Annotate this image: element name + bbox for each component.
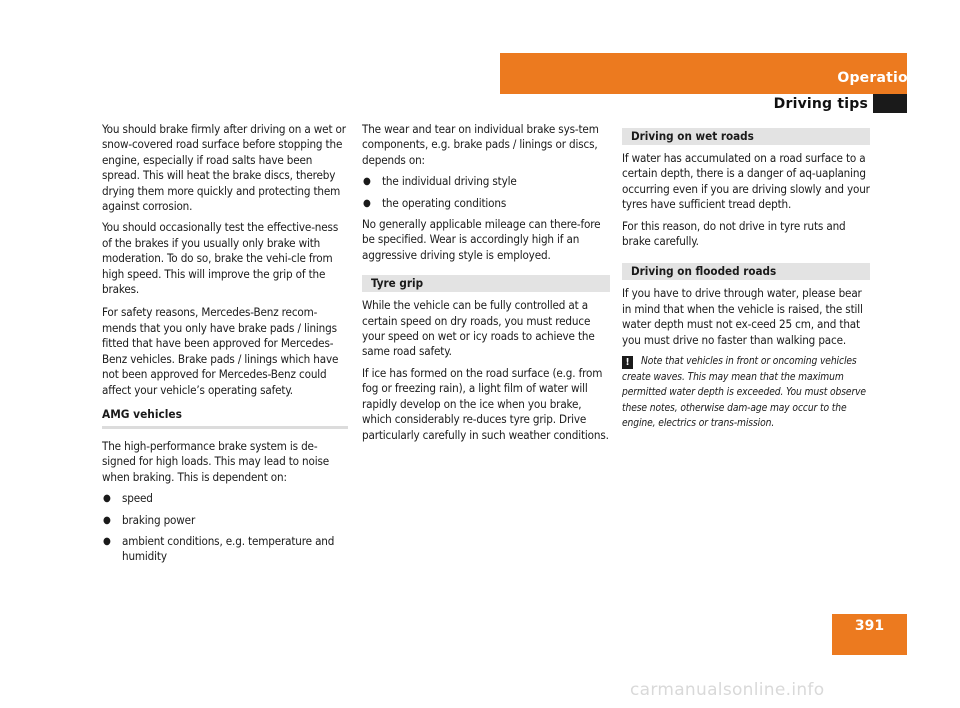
column-left [102,122,348,571]
list-item: ● the operating conditions [363,195,507,210]
header-section-title: Operation [837,70,918,86]
column-middle [362,122,610,449]
paragraph: If water has accumulated on a road surface to a certain depth, there is a danger of aq-uaplaning occurring even if you are driving slowly and your tyres have sufficient tread depth. [622,151,870,212]
bullet-icon: ● [363,176,371,188]
paragraph: The wear and tear on individual brake sys-tem components, e.g. brake pads / linings or discs, depends on: [362,122,599,167]
paragraph: While the vehicle can be fully controlled at a certain speed on dry roads, you must reduce your speed on wet or icy roads to achieve the same road safety. [362,298,595,359]
list-item: ● braking power [103,512,196,527]
paragraph: For this reason, do not drive in tyre ruts and brake carefully. [622,218,846,249]
warning-icon: ! [622,356,633,369]
header-subsection-title: Driving tips [773,96,868,112]
page-number: 391 [854,618,885,634]
list-item: ● ambient conditions, e.g. temperature and humidity [103,533,335,564]
paragraph: For safety reasons, Mercedes-Benz recom-mends that you only have brake pads / linings fitted that have been approved for Mercedes-Benz vehicles. Brake pads / linings which have not been approved for Mercedes-Benz could affect your vehicle’s operating safety. [102,305,339,397]
bullet-icon: ● [103,535,111,547]
bullet-list [102,491,348,565]
paragraph: If you have to drive through water, please bear in mind that when the vehicle is raised, the still water depth must not ex-ceed 25 cm, and that you must drive no faster than walking pace. [622,286,863,347]
watermark: carmanualsonline.info [630,680,825,700]
paragraph: No generally applicable mileage can there-fore be specified. Wear is accordingly high if an aggressive driving style is employed. [362,217,601,262]
bullet-icon: ● [103,493,111,505]
warning-text: Note that vehicles in front or oncoming vehicles create waves. This may mean that the maximum permitted water depth is exceeded. You must observe these notes, otherwise dam-age may occur to the engine, electrics or trans-mission. [622,356,866,430]
bullet-list [362,174,610,211]
list-item: ● speed [103,491,153,506]
heading-tyre-grip: Tyre grip [362,275,610,292]
heading-wet-roads: Driving on wet roads [622,128,870,145]
bullet-icon: ● [103,514,111,526]
paragraph: If ice has formed on the road surface (e.g. from fog or freezing rain), a light film of water will rapidly develop on the ice when you brake, which considerably re-duces tyre grip. Drive particularly carefully in such weather conditions. [362,365,609,442]
bullet-icon: ● [363,197,371,209]
paragraph: The high-performance brake system is de-signed for high loads. This may lead to noise when braking. This is dependent on: [102,438,330,484]
column-right [622,122,870,432]
paragraph: You should occasionally test the effective-ness of the brakes if you usually only brake with moderation. To do so, brake the vehi-cle from high speed. This will improve the grip of the brakes. [102,220,339,297]
list-item: ● the individual driving style [363,174,517,189]
warning-note [622,354,870,432]
header-marker [873,94,907,113]
paragraph: You should brake firmly after driving on a wet or snow-covered road surface before stopping the engine, especially if road salts have been spread. This will heat the brake discs, thereby drying them more quickly and protecting them against corrosion. [102,122,346,214]
heading-flooded-roads: Driving on flooded roads [622,263,870,280]
heading-amg-vehicles: AMG vehicles [102,406,348,429]
